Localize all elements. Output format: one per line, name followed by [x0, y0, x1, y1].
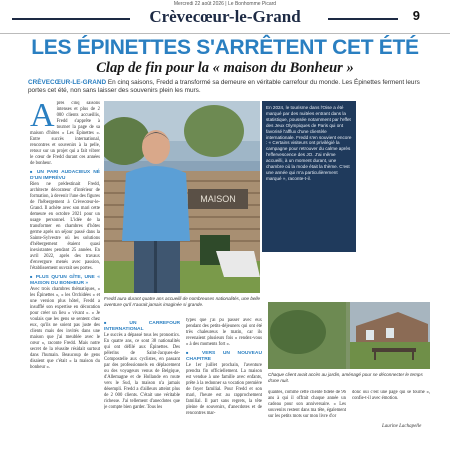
paragraph-continued: types que j'ai pu passer avec eux pendant des petits-déjeuners qui ont été très chaleureux le matin, car ils revenaient plusieurs fois « rendez-vous » à des moments fort ».: [186, 318, 262, 347]
article-subheadline: Clap de fin pour la « maison du Bonheur »: [96, 60, 354, 76]
paragraph-pari: Rien ne prédestinait Fredd, architecte décorateur d'intérieur de formation, à devenir l'une des figures de l'hébergement à Crèvecœur-le-Grand. Il achète avec son mari cette demeure en octobre 2021 pour un usage personnel. L'idée de la transformer en chambres d'hôtes germe après un séjour passé dans la Sainte-Sylvestre où les solutions d'hébergement étaient quasi inexistantes pendant 25 années. En avril 2022, après des travaux d'envergure menés avec passion, l'établissement ouvrait ses portes.: [30, 182, 100, 271]
subheading-pari: ■ UN PARI AUDACIEUX NÉ D'UN IMPRÉVU: [30, 169, 100, 182]
portrait-illustration: [104, 101, 260, 293]
garden-photo-caption: Chaque client avait accès au jardin, aménagé pour se déconnecter le temps d'une nuit.: [268, 372, 423, 383]
garden-photo: [268, 302, 430, 369]
page-number: 9: [412, 8, 420, 23]
garden-illustration: [268, 302, 430, 369]
sidebar-text: En 2024, le tourisme dans l'Oise a été marqué par des nuitées entrant dans la statistique, poussée notamment par l'effet des Jeux Olympiques de Paris qui ont favorisé l'afflux d'une clientèle internationale. Fredd s'en souvient encore : « Certains visiteurs ont privilégié la campagne pour retrouver du calme après l'effervescence des JO. J'ai même accueilli, à un moment durant, une chambre où la mode était la thème. C'est une année qui m'a particulièrement marqué », raconte-t-il.: [266, 105, 352, 181]
article-column-4: [268, 390, 346, 446]
article-column-1: [30, 101, 100, 447]
subheading-chapitre: ■ VERS UN NOUVEAU CHAPITRE: [186, 350, 262, 363]
author-signature: Laurine Lachapelle: [382, 424, 422, 429]
paragraph-chapitre: Le 1er juillet prochain, l'aventure prendra fin officiellement. La maison est vendue à une famille avec enfants, prête à la redonner sa vocation première de foyer familial. Pour Fredd et son mari, l'heure est au rapprochement familial. Il part sans regrets, la tête pleine de souvenirs, d'anecdotes et de rencontres mar-: [186, 363, 262, 416]
paragraph-souvenirs: quantes, comme cette cliente fidèle de 96 ans à qui il offrait chaque année un cadeau pour son anniversaire. « Les souvenirs restent dans ma tête, également sur les petits mots sur mon livre d'or: [268, 390, 346, 419]
subheading-maison: ■ PLUS QU'UN GÎTE, UNE « MAISON DU BONHEUR »: [30, 274, 100, 287]
masthead: [0, 0, 450, 34]
paragraph-conclusion: donc oui c'est une page qui se tourne », confie-t-il avec émotion.: [352, 390, 430, 401]
dropcap: A: [30, 101, 55, 134]
date-line: Mercredi 22 août 2026 | Le Bonhomme Picard: [173, 1, 277, 7]
main-photo-caption: Fredd aura durant quatre ans accueilli de nombreuses nationalités, une belle aventure qu'il n'aurait jamais imaginée si grande.: [104, 296, 261, 307]
article-column-3: [186, 318, 262, 446]
article-column-2: [104, 318, 180, 446]
maison-sign-text: MAISON: [200, 194, 236, 204]
article-headline: LES ÉPINETTES S'ARRÊTENT CET ÉTÉ: [31, 36, 419, 59]
sidebar-box: [262, 101, 356, 252]
paragraph-carrefour: Le succès a dépassé tous les pronostics. En quatre ans, ce sont 38 nationalités qui ont défilé aux Épinettes. Des pèlerins de Saint-Jacques-de-Compostelle aux cyclistes, en passant par des professionnels en déplacement ou des voyageurs venus de Belgique, d'Allemagne et de Hollande en route vers le Sud, la maison n'a jamais désempli. Fredd a d'ailleurs atteint plus de 2 000 clients. C'était une véritable richesse. J'ai tellement d'anecdotes que je compte bien garder. Tous les: [104, 333, 180, 410]
chapo-text: En cinq saisons, Fredd a transformé sa demeure en véritable carrefour du monde. Les Épinettes ferment leurs portes cet été, non sans laisser des souvenirs plein les murs.: [28, 79, 420, 94]
subheading-carrefour: ■ UN CARREFOUR INTERNATIONAL: [104, 320, 180, 333]
paragraph-maison: Avec trois chambres thématiques, « les Épinettes », « les Orchidées » et une version plus hôtel, Fredd a insufflé son expertise en décoration pour créer un lieu « vivant ». « Je voulais que les gens se sentent chez eux, qu'ils ne soient pas juste des clients mais des invités dans une maison que j'ai meublée avec le cœur », raconte Fredd. Mais notre secret de la réussite résidait surtout dans l'humain. Beaucoup de gens disaient que c'était « la maison du bonheur ».: [30, 287, 100, 370]
main-photo: [104, 101, 260, 293]
article-chapo: [28, 79, 428, 95]
intro-paragraph: près cinq saisons intenses et plus de 2 000 clients accueillis, Fredd s'apprête à tourner la page de sa maison d'hôtes « Les Épinettes ». Entre succès international, rencontres et souvenirs à la pelle, retour sur un projet qui a fait vibrer le cœur de Fredd durant ces années de bonheur.: [30, 101, 100, 166]
masthead-rule-right: [328, 18, 398, 20]
article-column-5: [352, 390, 430, 420]
section-town-title: Crèvecœur-le-Grand: [149, 7, 301, 26]
chapo-kicker: CRÈVECŒUR-LE-GRAND: [28, 79, 107, 86]
